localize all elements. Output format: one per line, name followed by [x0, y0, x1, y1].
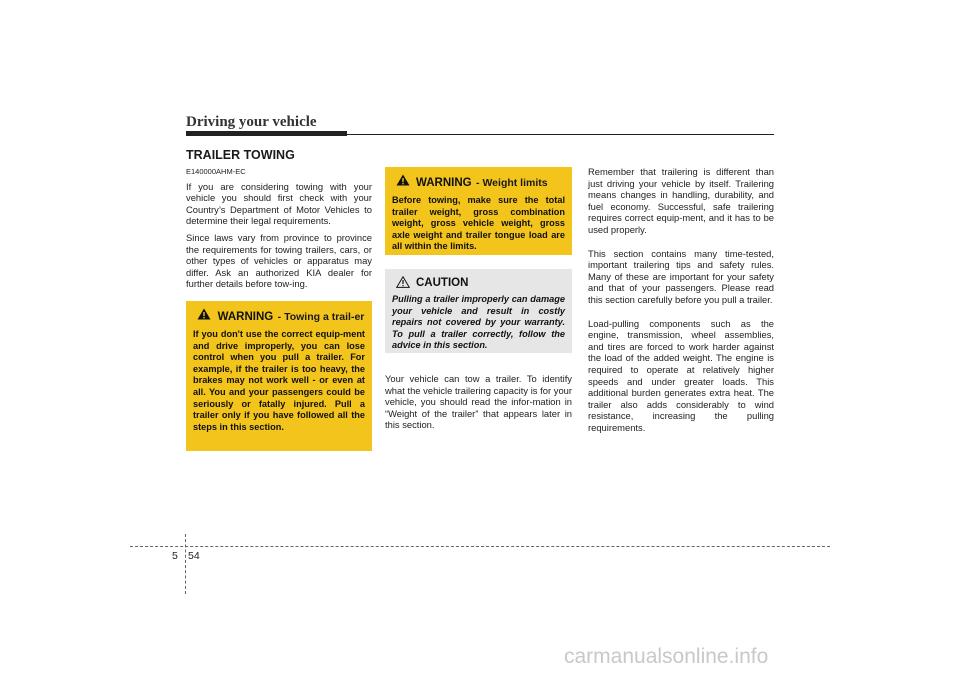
warning-label: WARNING [217, 311, 274, 323]
header-rule-accent [186, 131, 347, 136]
paragraph-legal-requirements: If you are considering towing with your vehicle you should first check with your Country’s Department of Motor Vehicles to determine their legal requirements. [186, 180, 372, 227]
column-1 [186, 166, 372, 295]
chapter-header-title: Driving your vehicle [186, 114, 317, 130]
warning-triangle-icon [396, 174, 410, 186]
warning-subtitle: - Weight limits [476, 177, 548, 189]
caution-box [385, 269, 572, 353]
warning-body: Before towing, make sure the total trailer weight, gross combination weight, gross vehicle weight, gross axle weight and trailer tongue load are all within the limits. [392, 195, 565, 252]
caution-label: CAUTION [416, 277, 469, 289]
paragraph-laws-vary: Since laws vary from province to province the requirements for towing trailers, cars, or other types of vehicles or apparatus may differ. Ask an authorized KIA dealer for further details before tow-ing. [186, 231, 372, 290]
section-code: E140000AHM-EC [186, 167, 246, 176]
column-2-text [385, 373, 572, 436]
warning-body: If you don't use the correct equip-ment and drive improperly, you can lose control when you pull a trailer. For example, if the trailer is too heavy, the brakes may not work well - or even at all. You and your passengers could be seriously or fatally injured. Pull a trailer only if you have followed all the steps in this section. [193, 329, 365, 432]
caution-header [392, 275, 565, 290]
warning-title [416, 173, 548, 191]
warning-triangle-icon [197, 308, 211, 320]
warning-subtitle: - Towing a trail-er [277, 311, 365, 323]
paragraph-tips-safety: This section contains many time-tested, important trailering tips and safety rules. Many of these are important for your safety and that of your passengers. Please read this section carefully before you pull a trailer. [588, 247, 774, 305]
page-number: 54 [188, 550, 200, 562]
paragraph-towing-capacity: Your vehicle can tow a trailer. To identify what the vehicle trailering capacity is for your vehicle, you should read the infor-mation in “Weight of the trailer” that appears later in this section. [385, 373, 572, 431]
watermark: carmanualsonline.info [564, 645, 769, 668]
section-title: TRAILER TOWING [186, 148, 295, 162]
footer-divider [185, 534, 186, 594]
warning-box-towing [186, 301, 372, 451]
caution-body: Pulling a trailer improperly can damage your vehicle and result in costly repairs not covered by your warranty. To pull a trailer correctly, follow the advice in this section. [392, 294, 565, 351]
caution-triangle-icon [396, 276, 410, 288]
chapter-number: 5 [172, 550, 178, 562]
footer-rule [130, 546, 830, 547]
column-3 [588, 166, 774, 438]
paragraph-trailering-different: Remember that trailering is different than just driving your vehicle by itself. Trailering means changes in handling, durability, and fuel economy. Successful, safe trailering requires correct equip-ment, and it has to be used properly. [588, 166, 774, 235]
warning-title [217, 307, 365, 325]
warning-label: WARNING [416, 177, 472, 189]
paragraph-load-pulling: Load-pulling components such as the engine, transmission, wheel assemblies, and tires are forced to work harder against the load of the added weight. The engine is required to operate at relatively higher speeds and under greater loads. This additional burden generates extra heat. The trailer also adds considerably to wind resistance, increasing the pulling requirements. [588, 317, 774, 433]
warning-header [193, 307, 365, 325]
warning-header [392, 173, 565, 191]
warning-box-weight-limits [385, 167, 572, 255]
